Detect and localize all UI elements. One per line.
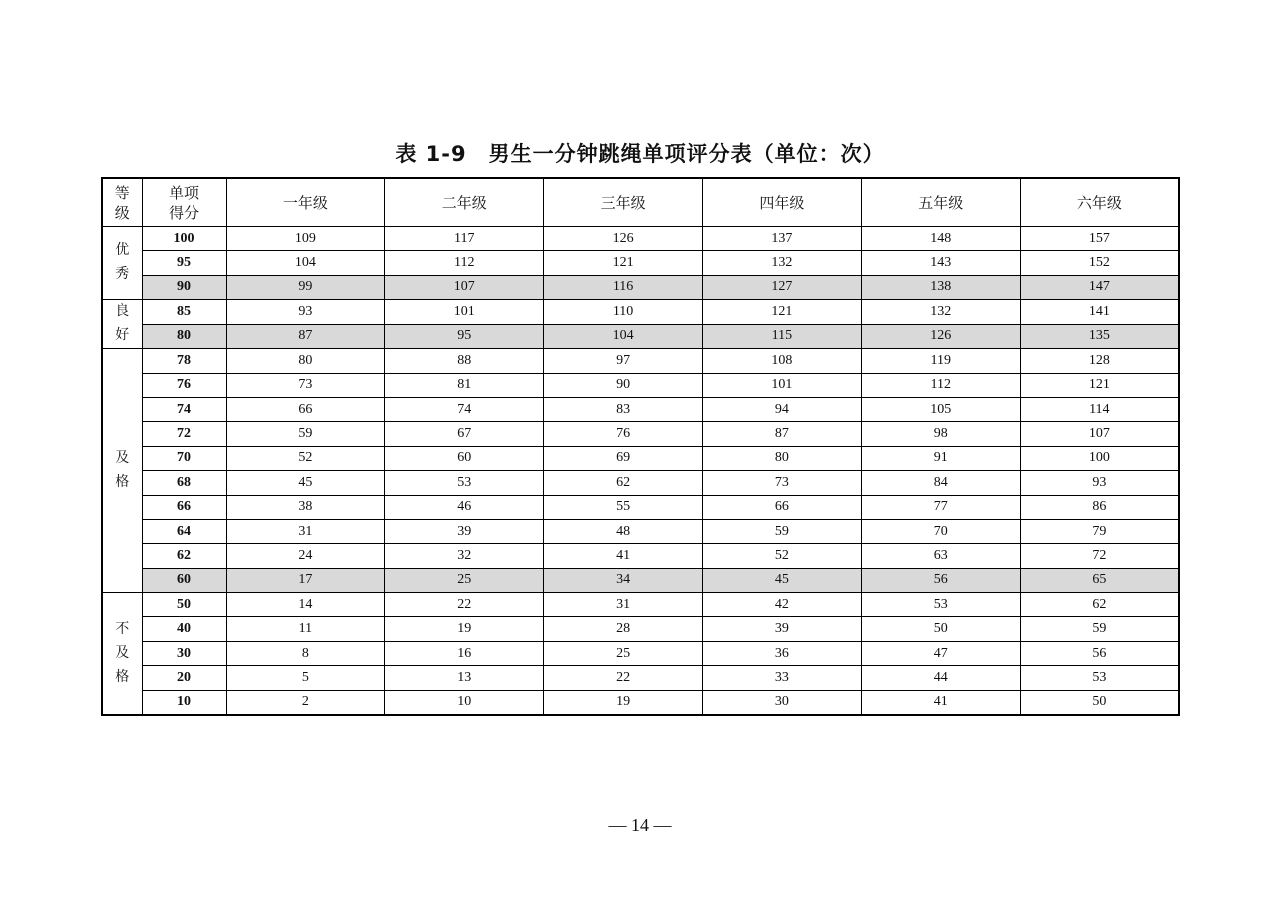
value-cell: 112 <box>861 373 1020 397</box>
value-cell: 36 <box>702 641 861 665</box>
table-row <box>102 666 1179 690</box>
value-cell: 10 <box>385 690 544 715</box>
value-cell: 115 <box>702 324 861 349</box>
value-cell: 126 <box>861 324 1020 349</box>
value-cell: 112 <box>385 251 544 275</box>
table-row <box>102 495 1179 519</box>
value-cell: 121 <box>702 300 861 325</box>
value-cell: 87 <box>226 324 385 349</box>
value-cell: 53 <box>1020 666 1179 690</box>
value-cell: 47 <box>861 641 1020 665</box>
grade-level-char: 秀 <box>115 267 130 283</box>
value-cell: 50 <box>861 617 1020 641</box>
grade-level-char: 不 <box>115 621 130 637</box>
value-cell: 45 <box>226 471 385 495</box>
value-cell: 59 <box>1020 617 1179 641</box>
value-cell: 39 <box>702 617 861 641</box>
value-cell: 117 <box>385 227 544 251</box>
value-cell: 69 <box>544 446 703 470</box>
score-cell: 68 <box>142 471 226 495</box>
value-cell: 34 <box>544 568 703 592</box>
value-cell: 119 <box>861 349 1020 373</box>
header-grade <box>102 178 142 227</box>
score-cell: 40 <box>142 617 226 641</box>
value-cell: 59 <box>702 519 861 543</box>
value-cell: 104 <box>544 324 703 349</box>
value-cell: 81 <box>385 373 544 397</box>
value-cell: 105 <box>861 397 1020 421</box>
header-score-line: 得分 <box>168 203 199 222</box>
value-cell: 22 <box>544 666 703 690</box>
score-cell: 90 <box>142 275 226 299</box>
value-cell: 32 <box>385 544 544 568</box>
value-cell: 109 <box>226 227 385 251</box>
score-cell: 10 <box>142 690 226 715</box>
table-row <box>102 690 1179 715</box>
value-cell: 74 <box>385 397 544 421</box>
value-cell: 98 <box>861 422 1020 446</box>
value-cell: 95 <box>385 324 544 349</box>
header-grade-4: 四年级 <box>702 178 861 227</box>
value-cell: 66 <box>702 495 861 519</box>
value-cell: 137 <box>702 227 861 251</box>
table-row <box>102 568 1179 592</box>
value-cell: 94 <box>702 397 861 421</box>
value-cell: 77 <box>861 495 1020 519</box>
value-cell: 50 <box>1020 690 1179 715</box>
value-cell: 30 <box>702 690 861 715</box>
grade-level-char: 优 <box>115 243 130 259</box>
score-cell: 95 <box>142 251 226 275</box>
value-cell: 101 <box>702 373 861 397</box>
value-cell: 16 <box>385 641 544 665</box>
value-cell: 80 <box>226 349 385 373</box>
grade-level-cell <box>102 227 142 300</box>
value-cell: 38 <box>226 495 385 519</box>
value-cell: 67 <box>385 422 544 446</box>
grade-level-char: 及 <box>115 450 130 466</box>
value-cell: 152 <box>1020 251 1179 275</box>
value-cell: 84 <box>861 471 1020 495</box>
value-cell: 141 <box>1020 300 1179 325</box>
score-cell: 62 <box>142 544 226 568</box>
value-cell: 44 <box>861 666 1020 690</box>
value-cell: 110 <box>544 300 703 325</box>
value-cell: 31 <box>226 519 385 543</box>
value-cell: 19 <box>544 690 703 715</box>
score-cell: 74 <box>142 397 226 421</box>
value-cell: 104 <box>226 251 385 275</box>
value-cell: 19 <box>385 617 544 641</box>
page-number: — 14 — <box>608 815 672 835</box>
value-cell: 80 <box>702 446 861 470</box>
table-row <box>102 446 1179 470</box>
value-cell: 56 <box>1020 641 1179 665</box>
value-cell: 107 <box>385 275 544 299</box>
value-cell: 11 <box>226 617 385 641</box>
score-cell: 85 <box>142 300 226 325</box>
header-grade-2: 二年级 <box>385 178 544 227</box>
value-cell: 55 <box>544 495 703 519</box>
header-grade-6: 六年级 <box>1020 178 1179 227</box>
scoring-table <box>101 177 1180 716</box>
value-cell: 157 <box>1020 227 1179 251</box>
value-cell: 87 <box>702 422 861 446</box>
value-cell: 148 <box>861 227 1020 251</box>
value-cell: 83 <box>544 397 703 421</box>
value-cell: 101 <box>385 300 544 325</box>
value-cell: 73 <box>702 471 861 495</box>
value-cell: 14 <box>226 593 385 617</box>
value-cell: 127 <box>702 275 861 299</box>
table-row <box>102 251 1179 275</box>
value-cell: 132 <box>861 300 1020 325</box>
value-cell: 52 <box>702 544 861 568</box>
score-cell: 72 <box>142 422 226 446</box>
score-cell: 50 <box>142 593 226 617</box>
value-cell: 25 <box>385 568 544 592</box>
score-cell: 20 <box>142 666 226 690</box>
table-row <box>102 593 1179 617</box>
value-cell: 147 <box>1020 275 1179 299</box>
value-cell: 86 <box>1020 495 1179 519</box>
value-cell: 135 <box>1020 324 1179 349</box>
value-cell: 72 <box>1020 544 1179 568</box>
grade-level-char: 格 <box>115 669 130 685</box>
value-cell: 126 <box>544 227 703 251</box>
score-cell: 76 <box>142 373 226 397</box>
table-row <box>102 324 1179 349</box>
header-grade-3: 三年级 <box>544 178 703 227</box>
value-cell: 41 <box>861 690 1020 715</box>
value-cell: 93 <box>226 300 385 325</box>
value-cell: 73 <box>226 373 385 397</box>
value-cell: 114 <box>1020 397 1179 421</box>
value-cell: 41 <box>544 544 703 568</box>
value-cell: 62 <box>544 471 703 495</box>
grade-level-cell <box>102 300 142 349</box>
header-grade-line: 级 <box>114 203 130 222</box>
score-cell: 70 <box>142 446 226 470</box>
value-cell: 25 <box>544 641 703 665</box>
value-cell: 99 <box>226 275 385 299</box>
value-cell: 91 <box>861 446 1020 470</box>
grade-level-char: 良 <box>115 304 130 320</box>
table-row <box>102 519 1179 543</box>
table-body <box>102 227 1179 716</box>
value-cell: 46 <box>385 495 544 519</box>
table-row <box>102 349 1179 373</box>
value-cell: 121 <box>544 251 703 275</box>
value-cell: 42 <box>702 593 861 617</box>
grade-level-cell <box>102 349 142 593</box>
value-cell: 8 <box>226 641 385 665</box>
grade-level-char: 及 <box>115 645 130 661</box>
header-row <box>102 178 1179 227</box>
value-cell: 70 <box>861 519 1020 543</box>
table-row <box>102 275 1179 299</box>
score-cell: 78 <box>142 349 226 373</box>
value-cell: 97 <box>544 349 703 373</box>
value-cell: 79 <box>1020 519 1179 543</box>
table-row <box>102 227 1179 251</box>
value-cell: 17 <box>226 568 385 592</box>
value-cell: 13 <box>385 666 544 690</box>
value-cell: 93 <box>1020 471 1179 495</box>
score-cell: 64 <box>142 519 226 543</box>
value-cell: 143 <box>861 251 1020 275</box>
value-cell: 62 <box>1020 593 1179 617</box>
grade-level-char: 格 <box>115 474 130 490</box>
value-cell: 108 <box>702 349 861 373</box>
table-row <box>102 471 1179 495</box>
table-row <box>102 397 1179 421</box>
value-cell: 56 <box>861 568 1020 592</box>
header-grade-1: 一年级 <box>226 178 385 227</box>
value-cell: 53 <box>385 471 544 495</box>
header-grade-line: 等 <box>114 183 130 202</box>
value-cell: 121 <box>1020 373 1179 397</box>
value-cell: 31 <box>544 593 703 617</box>
value-cell: 2 <box>226 690 385 715</box>
header-grade-5: 五年级 <box>861 178 1020 227</box>
value-cell: 22 <box>385 593 544 617</box>
score-cell: 80 <box>142 324 226 349</box>
value-cell: 5 <box>226 666 385 690</box>
value-cell: 90 <box>544 373 703 397</box>
value-cell: 52 <box>226 446 385 470</box>
table-title: 表 1-9 男生一分钟跳绳单项评分表（单位：次） <box>395 142 885 166</box>
value-cell: 132 <box>702 251 861 275</box>
value-cell: 53 <box>861 593 1020 617</box>
score-cell: 30 <box>142 641 226 665</box>
table-row <box>102 617 1179 641</box>
table-row <box>102 300 1179 325</box>
value-cell: 33 <box>702 666 861 690</box>
header-score-line: 单项 <box>168 183 199 202</box>
table-row <box>102 422 1179 446</box>
table-row <box>102 544 1179 568</box>
value-cell: 116 <box>544 275 703 299</box>
score-cell: 66 <box>142 495 226 519</box>
value-cell: 128 <box>1020 349 1179 373</box>
grade-level-char: 好 <box>115 328 130 344</box>
grade-level-cell <box>102 593 142 715</box>
header-score <box>142 178 226 227</box>
value-cell: 28 <box>544 617 703 641</box>
value-cell: 65 <box>1020 568 1179 592</box>
value-cell: 45 <box>702 568 861 592</box>
value-cell: 88 <box>385 349 544 373</box>
value-cell: 59 <box>226 422 385 446</box>
table-row <box>102 641 1179 665</box>
value-cell: 100 <box>1020 446 1179 470</box>
value-cell: 60 <box>385 446 544 470</box>
value-cell: 138 <box>861 275 1020 299</box>
score-cell: 60 <box>142 568 226 592</box>
value-cell: 107 <box>1020 422 1179 446</box>
value-cell: 76 <box>544 422 703 446</box>
value-cell: 66 <box>226 397 385 421</box>
value-cell: 39 <box>385 519 544 543</box>
score-cell: 100 <box>142 227 226 251</box>
value-cell: 63 <box>861 544 1020 568</box>
value-cell: 48 <box>544 519 703 543</box>
table-row <box>102 373 1179 397</box>
value-cell: 24 <box>226 544 385 568</box>
